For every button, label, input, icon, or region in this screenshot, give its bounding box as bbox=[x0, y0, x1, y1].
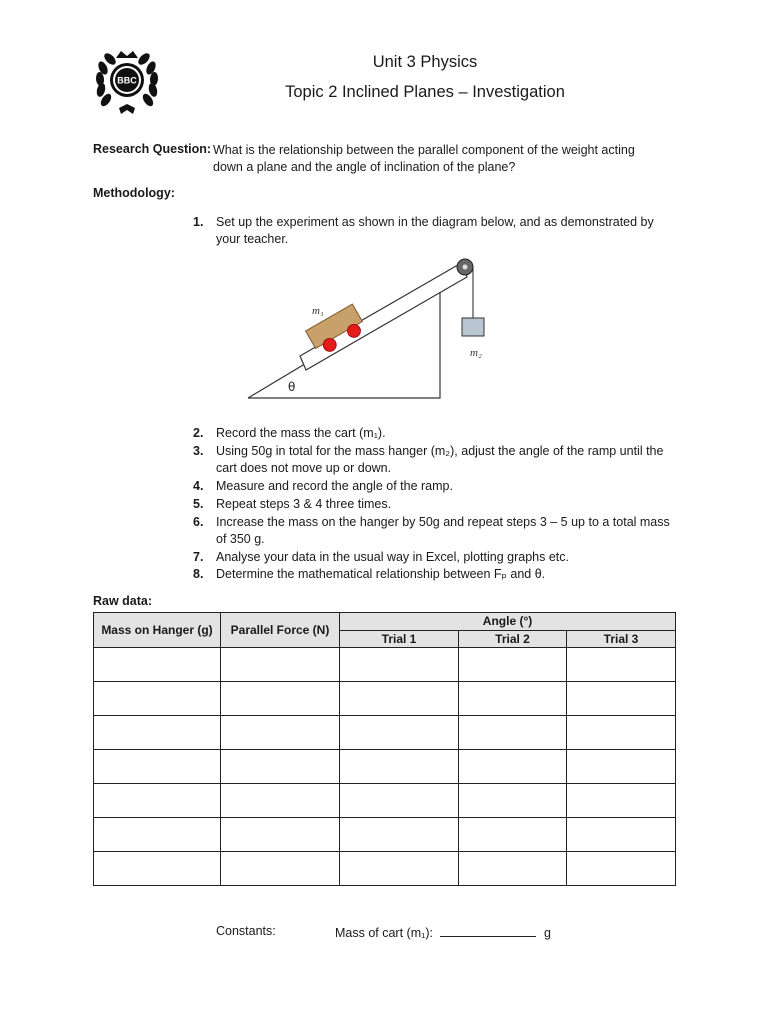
table-row bbox=[94, 682, 676, 716]
table-cell[interactable] bbox=[340, 784, 459, 818]
table-cell[interactable] bbox=[340, 716, 459, 750]
table-cell[interactable] bbox=[221, 784, 340, 818]
mass-of-cart-label: Mass of cart (m₁): bbox=[335, 926, 433, 940]
table-cell[interactable] bbox=[94, 784, 221, 818]
table-cell[interactable] bbox=[94, 682, 221, 716]
table-cell[interactable] bbox=[567, 750, 676, 784]
table-cell[interactable] bbox=[221, 750, 340, 784]
table-row bbox=[94, 852, 676, 886]
step-number: 3. bbox=[193, 444, 204, 458]
table-cell[interactable] bbox=[567, 682, 676, 716]
header-angle: Angle (°) bbox=[340, 613, 676, 631]
table-cell[interactable] bbox=[94, 852, 221, 886]
table-cell[interactable] bbox=[94, 750, 221, 784]
step-text: Repeat steps 3 & 4 three times. bbox=[216, 497, 392, 511]
raw-data-table bbox=[93, 612, 676, 886]
table-row bbox=[94, 750, 676, 784]
m1-label: m₁ bbox=[312, 305, 324, 317]
step-number: 7. bbox=[193, 550, 204, 564]
table-cell[interactable] bbox=[567, 784, 676, 818]
step-number: 4. bbox=[193, 479, 204, 493]
research-question-label: Research Question: bbox=[93, 142, 212, 156]
table-cell[interactable] bbox=[459, 682, 567, 716]
table-row bbox=[94, 648, 676, 682]
mass-of-cart-blank[interactable] bbox=[440, 924, 536, 937]
step-number: 6. bbox=[193, 515, 204, 529]
table-cell[interactable] bbox=[340, 852, 459, 886]
table-cell[interactable] bbox=[340, 750, 459, 784]
table-cell[interactable] bbox=[221, 818, 340, 852]
table-cell[interactable] bbox=[94, 818, 221, 852]
mass-of-cart-field bbox=[335, 924, 551, 940]
table-cell[interactable] bbox=[459, 716, 567, 750]
step-number: 5. bbox=[193, 497, 204, 511]
table-row bbox=[94, 716, 676, 750]
svg-text:BBC: BBC bbox=[117, 75, 137, 86]
table-cell[interactable] bbox=[459, 784, 567, 818]
header-trial-3: Trial 3 bbox=[567, 630, 676, 648]
school-crest-logo bbox=[92, 48, 162, 118]
table-cell[interactable] bbox=[567, 818, 676, 852]
table-cell[interactable] bbox=[340, 648, 459, 682]
table-cell[interactable] bbox=[567, 648, 676, 682]
inclined-plane-diagram bbox=[240, 252, 530, 404]
table-cell[interactable] bbox=[94, 716, 221, 750]
table-cell[interactable] bbox=[340, 818, 459, 852]
step-number: 1. bbox=[193, 215, 204, 229]
methodology-label: Methodology: bbox=[93, 186, 175, 200]
step-text: Measure and record the angle of the ramp. bbox=[216, 479, 453, 493]
table-row bbox=[94, 784, 676, 818]
table-cell[interactable] bbox=[567, 852, 676, 886]
step-text: Using 50g in total for the mass hanger (m₂), adjust the angle of the ramp until the cart does not move up or down. bbox=[216, 444, 664, 475]
table-row bbox=[94, 818, 676, 852]
step-text: Record the mass the cart (m₁). bbox=[216, 426, 386, 440]
research-question-line1: What is the relationship between the parallel component of the weight acting bbox=[213, 143, 635, 157]
table-cell[interactable] bbox=[221, 852, 340, 886]
raw-data-label: Raw data: bbox=[93, 594, 153, 608]
table-cell[interactable] bbox=[221, 648, 340, 682]
table-cell[interactable] bbox=[340, 682, 459, 716]
ramp-board bbox=[300, 262, 467, 370]
table-cell[interactable] bbox=[459, 852, 567, 886]
research-question-text bbox=[213, 142, 683, 176]
constants-label: Constants: bbox=[216, 924, 276, 938]
theta-label: θ bbox=[288, 380, 296, 394]
step-text: Set up the experiment as shown in the diagram below, and as demonstrated by your teacher. bbox=[216, 215, 654, 246]
header-mass-on-hanger: Mass on Hanger (g) bbox=[94, 613, 221, 648]
header-trial-1: Trial 1 bbox=[340, 630, 459, 648]
step-number: 2. bbox=[193, 426, 204, 440]
document-title: Unit 3 Physics bbox=[372, 53, 478, 71]
table-cell[interactable] bbox=[459, 750, 567, 784]
table-cell[interactable] bbox=[459, 818, 567, 852]
research-question-line2: down a plane and the angle of inclination of the plane? bbox=[213, 160, 516, 174]
table-cell[interactable] bbox=[567, 716, 676, 750]
table-cell[interactable] bbox=[221, 716, 340, 750]
header-trial-2: Trial 2 bbox=[459, 630, 567, 648]
table-cell[interactable] bbox=[221, 682, 340, 716]
hanging-mass-m2 bbox=[462, 318, 484, 336]
document-subtitle: Topic 2 Inclined Planes – Investigation bbox=[285, 83, 565, 101]
step-text: Analyse your data in the usual way in Excel, plotting graphs etc. bbox=[216, 550, 569, 564]
mass-unit: g bbox=[543, 926, 551, 940]
m2-label: m₂ bbox=[470, 347, 482, 359]
step-number: 8. bbox=[193, 567, 204, 581]
step-text: Determine the mathematical relationship between Fₚ and θ. bbox=[216, 567, 546, 581]
header-parallel-force: Parallel Force (N) bbox=[221, 613, 340, 648]
step-text: Increase the mass on the hanger by 50g and repeat steps 3 – 5 up to a total mass of 350 g. bbox=[216, 515, 670, 546]
table-cell[interactable] bbox=[459, 648, 567, 682]
table-cell[interactable] bbox=[94, 648, 221, 682]
